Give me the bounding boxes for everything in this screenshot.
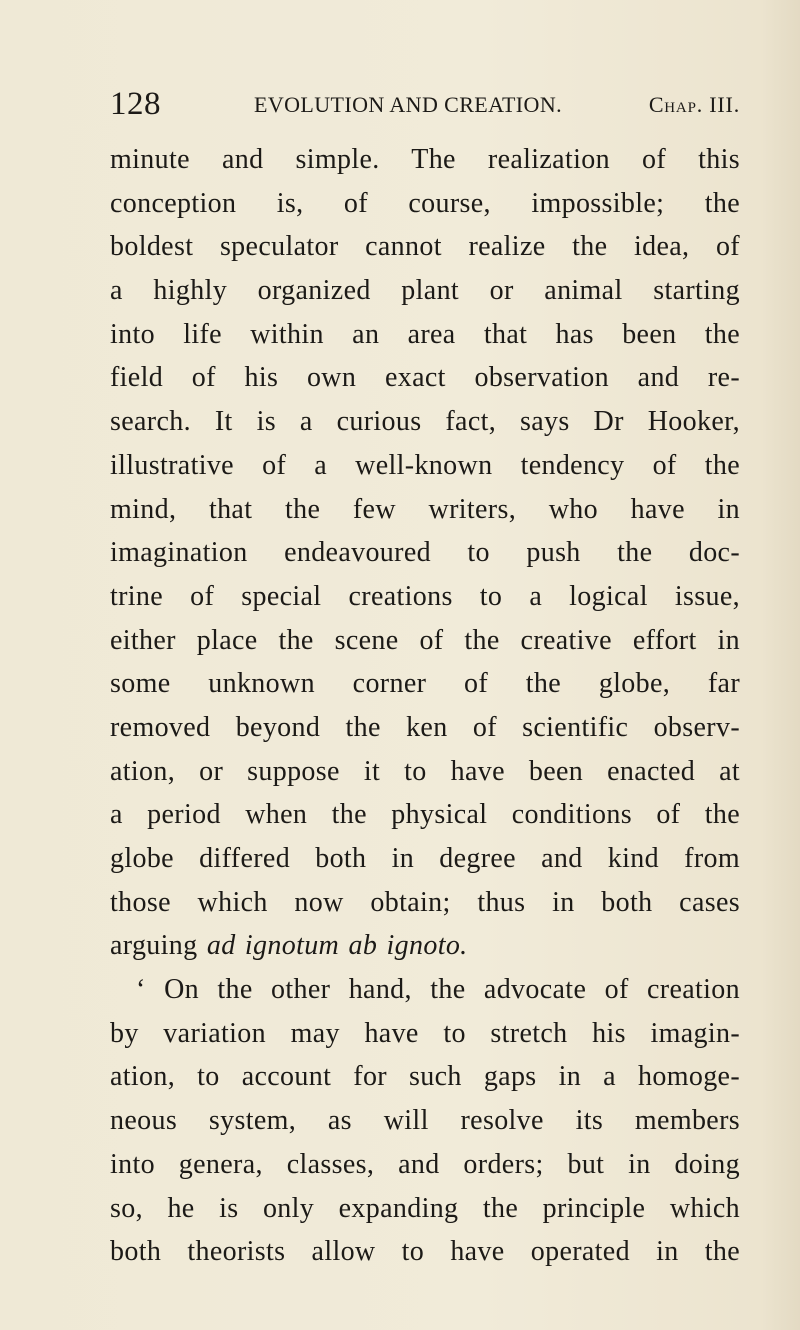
text-line: ation, or suppose it to have been enacted at xyxy=(110,755,740,787)
text-line-latin xyxy=(110,924,740,968)
page-number: 128 xyxy=(110,86,161,122)
text-line: those which now obtain; thus in both cases xyxy=(110,886,740,918)
latin-prefix: arguing xyxy=(110,930,198,962)
text-line: mind, that the few writers, who have in xyxy=(110,493,740,525)
text-line: minute and simple. The realization of this xyxy=(110,144,740,175)
text-line: globe differed both in degree and kind from xyxy=(110,843,740,874)
text-line: a period when the physical conditions of the xyxy=(110,799,740,831)
latin-phrase: ad ignotum ab ignoto. xyxy=(206,930,468,962)
text-line: so, he is only expanding the principle which xyxy=(110,1192,740,1224)
body-text xyxy=(110,138,740,1274)
text-line: some unknown corner of the globe, far xyxy=(110,668,740,700)
text-line: ‘ On the other hand, the advocate of creation xyxy=(136,974,740,1006)
running-title: EVOLUTION AND CREATION. xyxy=(254,92,563,117)
text-line: trine of special creations to a logical issue, xyxy=(110,580,740,612)
text-line: neous system, as will resolve its members xyxy=(110,1105,740,1137)
chapter-label: Chap. III. xyxy=(648,92,740,117)
text-line: imagination endeavoured to push the doc- xyxy=(110,537,740,569)
text-line: both theorists allow to have operated in the xyxy=(110,1236,740,1268)
text-line: boldest speculator cannot realize the idea, of xyxy=(110,231,740,263)
text-line: search. It is a curious fact, says Dr Hooker, xyxy=(110,406,740,438)
text-line: field of his own exact observation and re- xyxy=(110,362,740,394)
text-line: either place the scene of the creative effort in xyxy=(110,624,740,656)
text-line: ation, to account for such gaps in a homoge- xyxy=(110,1061,740,1093)
text-line: into genera, classes, and orders; but in doing xyxy=(110,1148,740,1180)
text-line: by variation may have to stretch his imagin- xyxy=(110,1017,740,1049)
text-line: illustrative of a well-known tendency of the xyxy=(110,449,740,481)
running-header xyxy=(110,84,740,124)
text-line: a highly organized plant or animal starting xyxy=(110,275,740,307)
text-line: into life within an area that has been the xyxy=(110,318,740,350)
text-line: removed beyond the ken of scientific observ- xyxy=(110,711,740,743)
text-line: conception is, of course, impossible; the xyxy=(110,187,740,219)
